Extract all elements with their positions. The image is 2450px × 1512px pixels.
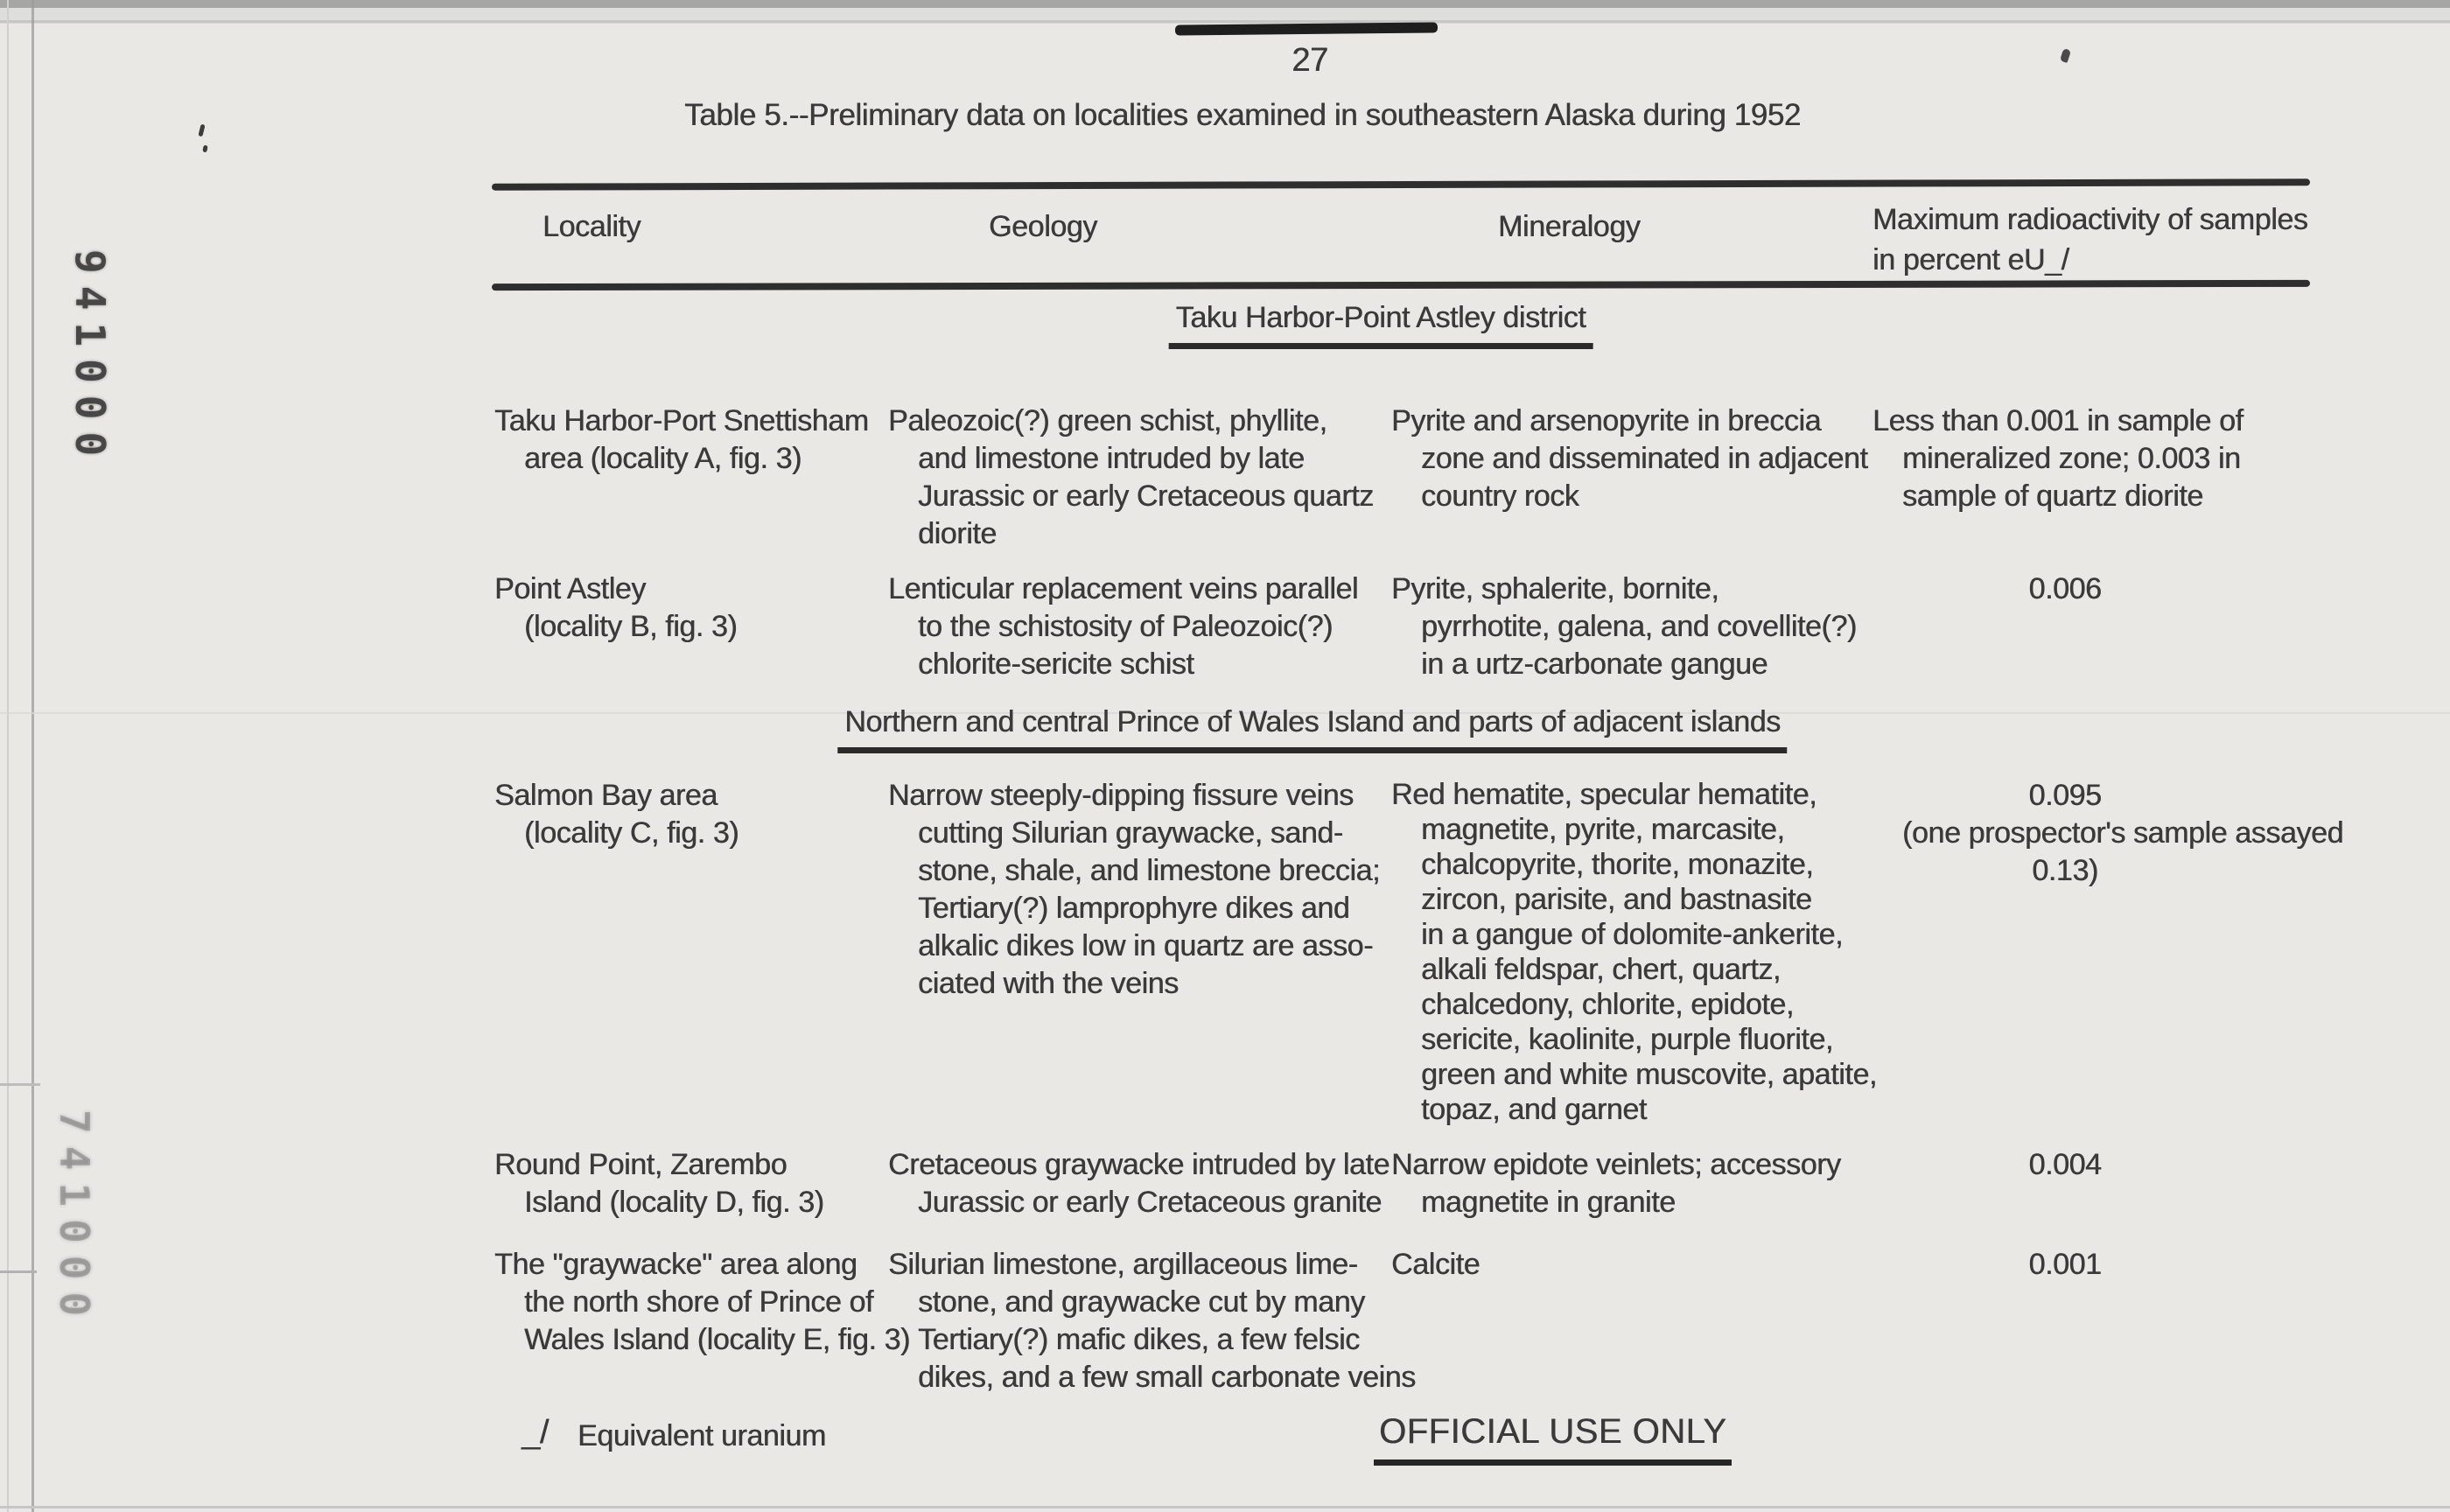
- cell-mineralogy: [1391, 1246, 1480, 1284]
- cell-line: and limestone intruded by late: [918, 442, 1305, 475]
- cell-line: chalcopyrite, thorite, monazite,: [1421, 848, 1814, 881]
- footnote-text: Equivalent uranium: [578, 1419, 826, 1452]
- cell-line: Red hematite, specular hematite,: [1391, 778, 1817, 811]
- cell-line: Taku Harbor-Port Snettisham: [494, 404, 869, 438]
- cell-line: sericite, kaolinite, purple fluorite,: [1421, 1023, 1833, 1056]
- cell-line: country rock: [1421, 480, 1579, 513]
- cell-line: (locality C, fig. 3): [524, 816, 739, 850]
- page-title: Table 5.--Preliminary data on localities examined in southeastern Alaska during 1952: [684, 98, 1801, 132]
- section-heading: Taku Harbor-Point Astley district: [1169, 301, 1593, 349]
- cell-line: zone and disseminated in adjacent: [1421, 442, 1868, 475]
- cell-line: Round Point, Zarembo: [494, 1148, 788, 1181]
- cell-line: alkali feldspar, chert, quartz,: [1421, 953, 1781, 986]
- cell-line: in a gangue of dolomite-ankerite,: [1421, 918, 1844, 951]
- cell-line: Point Astley: [494, 572, 646, 606]
- cell-line: Narrow steeply-dipping fissure veins: [888, 779, 1354, 812]
- cell-line: magnetite, pyrite, marcasite,: [1421, 813, 1785, 846]
- cell-line: stone, and graywacke cut by many: [918, 1285, 1365, 1319]
- column-header-locality: Locality: [542, 210, 641, 243]
- column-header-radioactivity-line2: in percent eU_/: [1872, 243, 2069, 276]
- margin-stamp-upper: 941000: [66, 249, 114, 469]
- cell-line: 0.095: [2028, 779, 2102, 812]
- cell-line: The "graywacke" area along: [494, 1248, 858, 1281]
- cell-line: alkalic dikes low in quartz are asso-: [918, 929, 1373, 962]
- cell-line: Narrow epidote veinlets; accessory: [1391, 1148, 1841, 1181]
- cell-line: green and white muscovite, apatite,: [1421, 1058, 1877, 1091]
- cell-line: Calcite: [1391, 1248, 1480, 1281]
- cell-line: Island (locality D, fig. 3): [524, 1186, 824, 1219]
- cell-line: area (locality A, fig. 3): [524, 442, 802, 475]
- margin-stamp-lower: 741000: [51, 1110, 98, 1329]
- cell-line: 0.13): [2032, 854, 2098, 887]
- cell-line: Paleozoic(?) green schist, phyllite,: [888, 404, 1327, 438]
- cell-line: chalcedony, chlorite, epidote,: [1421, 988, 1794, 1021]
- cell-line: pyrrhotite, galena, and covellite(?): [1421, 610, 1857, 643]
- cell-line: topaz, and garnet: [1421, 1093, 1647, 1126]
- cell-line: Tertiary(?) mafic dikes, a few felsic: [918, 1323, 1360, 1356]
- classification-stamp: OFFICIAL USE ONLY: [1374, 1412, 1732, 1466]
- cell-line: Jurassic or early Cretaceous quartz: [918, 480, 1374, 513]
- column-header-mineralogy: Mineralogy: [1498, 210, 1641, 243]
- section-heading: Northern and central Prince of Wales Island and parts of adjacent islands: [837, 705, 1787, 753]
- column-header-radioactivity: Maximum radioactivity of samples: [1872, 203, 2308, 236]
- cell-line: Tertiary(?) lamprophyre dikes and: [918, 892, 1350, 925]
- cell-line: Lenticular replacement veins parallel: [888, 572, 1359, 606]
- cell-line: 0.006: [2028, 572, 2102, 606]
- cell-line: Wales Island (locality E, fig. 3): [524, 1323, 910, 1356]
- cell-line: to the schistosity of Paleozoic(?): [918, 610, 1333, 643]
- cell-locality: [494, 1246, 910, 1359]
- cell-line: Pyrite and arsenopyrite in breccia: [1391, 404, 1821, 438]
- cell-geology: [888, 1246, 1416, 1396]
- cell-radioactivity: [1872, 1246, 2258, 1284]
- cell-line: zircon, parisite, and bastnasite: [1421, 883, 1812, 916]
- cell-line: mineralized zone; 0.003 in: [1902, 442, 2241, 475]
- cell-line: magnetite in granite: [1421, 1186, 1676, 1219]
- cell-line: stone, shale, and limestone breccia;: [918, 854, 1381, 887]
- cell-line: Pyrite, sphalerite, bornite,: [1391, 572, 1719, 606]
- page-number: 27: [1292, 42, 1328, 79]
- cell-line: diorite: [918, 517, 997, 550]
- cell-line: Silurian limestone, argillaceous lime-: [888, 1248, 1358, 1281]
- cell-line: chlorite-sericite schist: [918, 648, 1194, 681]
- footnote-marker-glyph: _/: [522, 1414, 549, 1451]
- column-header-geology: Geology: [989, 210, 1097, 243]
- cell-line: in a urtz-carbonate gangue: [1421, 648, 1768, 681]
- cell-line: Jurassic or early Cretaceous granite: [918, 1186, 1382, 1219]
- cell-line: Less than 0.001 in sample of: [1872, 404, 2244, 438]
- cell-line: 0.004: [2028, 1148, 2102, 1181]
- cell-line: the north shore of Prince of: [524, 1285, 873, 1319]
- cell-line: Salmon Bay area: [494, 779, 718, 812]
- cell-line: cutting Silurian graywacke, sand-: [918, 816, 1343, 850]
- cell-line: (one prospector's sample assayed: [1902, 816, 2343, 850]
- cell-line: 0.001: [2028, 1248, 2102, 1281]
- cell-line: Cretaceous graywacke intruded by late: [888, 1148, 1390, 1181]
- footnote-marker: [522, 1414, 549, 1452]
- cell-line: dikes, and a few small carbonate veins: [918, 1361, 1416, 1394]
- cell-line: sample of quartz diorite: [1902, 480, 2203, 513]
- cell-line: ciated with the veins: [918, 967, 1179, 1000]
- cell-line: (locality B, fig. 3): [524, 610, 738, 643]
